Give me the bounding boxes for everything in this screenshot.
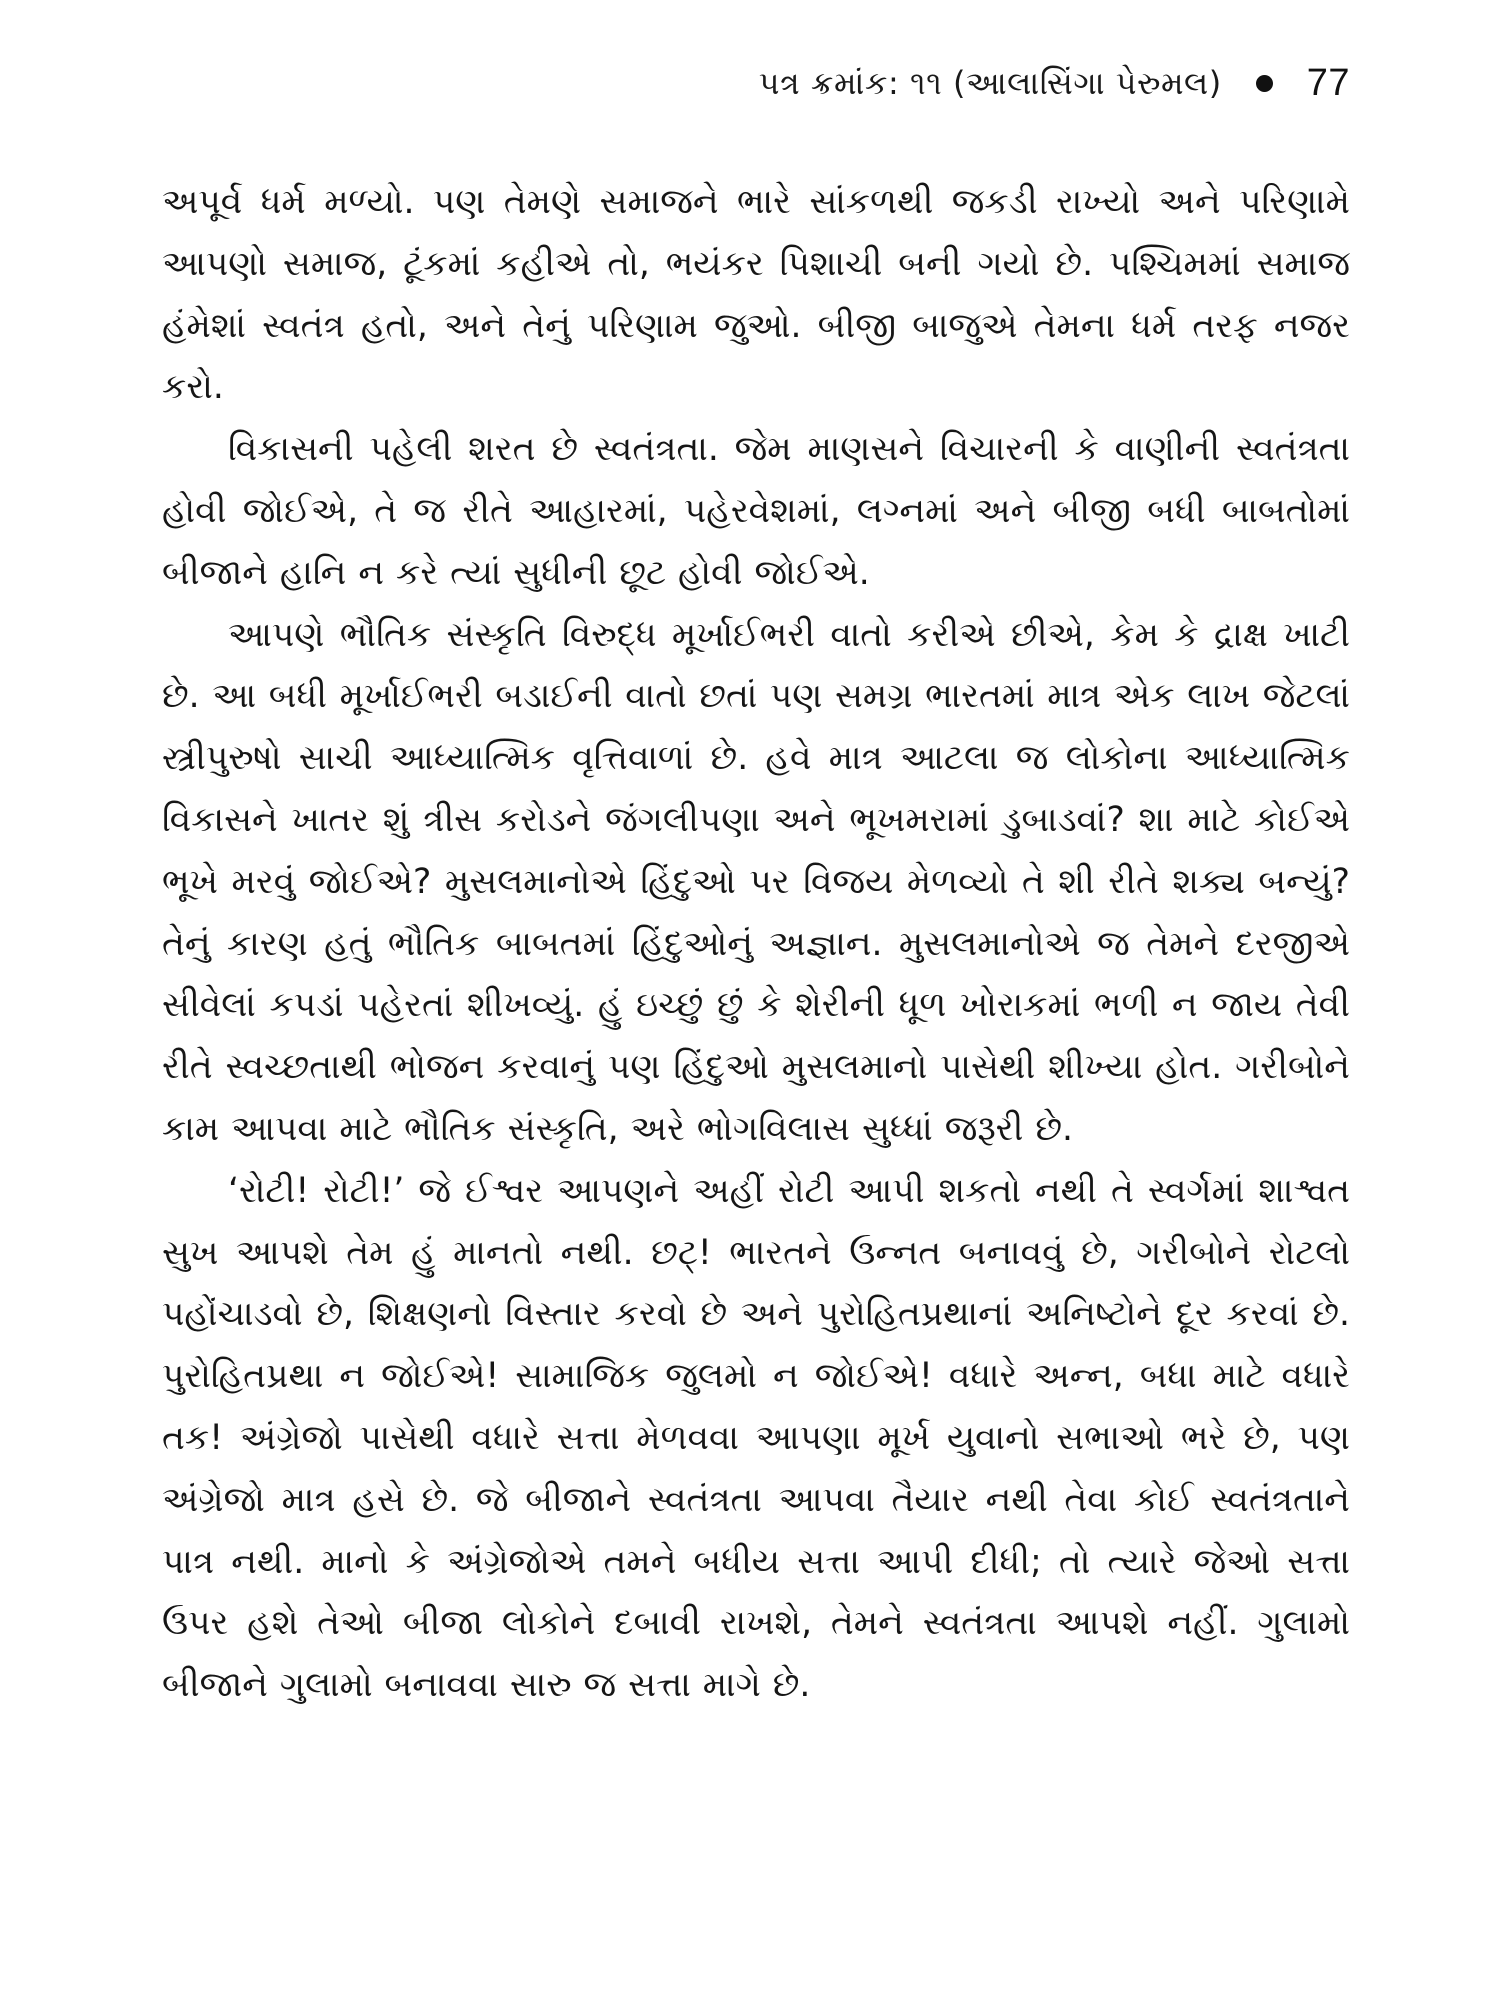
- paragraph-1: અપૂર્વ ધર્મ મળ્યો. પણ તેમણે સમાજને ભારે સાંકળથી જકડી રાખ્યો અને પરિણામે આપણો સમાજ, ટૂંકમાં કહીએ તો, ભયંકર પિશાચી બની ગયો છે. પશ્ચિમમાં સમાજ હંમેશાં સ્વતંત્ર હતો, અને તેનું પરિણામ જુઓ. બીજી બાજુએ તેમના ધર્મ તરફ નજર કરો.: [162, 182, 1350, 408]
- bullet-dot-icon: [1256, 75, 1273, 92]
- running-title: પત્ર ક્રમાંક: ૧૧ (આલાસિંગા પેરુમલ): [758, 64, 1222, 102]
- body-text: [162, 172, 1350, 1717]
- paragraph-2: વિકાસની પહેલી શરત છે સ્વતંત્રતા. જેમ માણસને વિચારની કે વાણીની સ્વતંત્રતા હોવી જોઈએ, તે જ રીતે આહારમાં, પહેરવેશમાં, લગ્નમાં અને બીજી બધી બાબતોમાં બીજાને હાનિ ન કરે ત્યાં સુધીની છૂટ હોવી જોઈએ.: [162, 429, 1350, 593]
- page-number: 77: [1306, 62, 1350, 104]
- running-header: [759, 62, 1350, 105]
- paragraph-3: આપણે ભૌતિક સંસ્કૃતિ વિરુદ્ધ મૂર્ખાઈભરી વાતો કરીએ છીએ, કેમ કે દ્રાક્ષ ખાટી છે. આ બધી મૂર્ખાઈભરી બડાઈની વાતો છતાં પણ સમગ્ર ભારતમાં માત્ર એક લાખ જેટલાં સ્ત્રીપુરુષો સાચી આધ્યાત્મિક વૃત્તિવાળાં છે. હવે માત્ર આટલા જ લોકોના આધ્યાત્મિક વિકાસને ખાતર શું ત્રીસ કરોડને જંગલીપણા અને ભૂખમરામાં ડુબાડવાં? શા માટે કોઈએ ભૂખે મરવું જોઈએ? મુસલમાનોએ હિંદુઓ પર વિજય મેળવ્યો તે શી રીતે શક્ય બન્યું? તેનું કારણ હતું ભૌતિક બાબતમાં હિંદુઓનું અજ્ઞાન. મુસલમાનોએ જ તેમને દરજીએ સીવેલાં કપડાં પહેરતાં શીખવ્યું. હું ઇચ્છું છું કે શેરીની ધૂળ ખોરાકમાં ભળી ન જાય તેવી રીતે સ્વચ્છતાથી ભોજન કરવાનું પણ હિંદુઓ મુસલમાનો પાસેથી શીખ્યા હોત. ગરીબોને કામ આપવા માટે ભૌતિક સંસ્કૃતિ, અરે ભોગવિલાસ સુધ્ધાં જરૂરી છે.: [162, 614, 1350, 1149]
- paragraph-4: ‘રોટી! રોટી!’ જે ઈશ્વર આપણને અહીં રોટી આપી શકતો નથી તે સ્વર્ગમાં શાશ્વત સુખ આપશે તેમ હું માનતો નથી. છટ્! ભારતને ઉન્નત બનાવવું છે, ગરીબોને રોટલો પહોંચાડવો છે, શિક્ષણનો વિસ્તાર કરવો છે અને પુરોહિતપ્રથાનાં અનિષ્ટોને દૂર કરવાં છે. પુરોહિતપ્રથા ન જોઈએ! સામાજિક જુલમો ન જોઈએ! વધારે અન્ન, બધા માટે વધારે તક! અંગ્રેજો પાસેથી વધારે સત્તા મેળવવા આપણા મૂર્ખ યુવાનો સભાઓ ભરે છે, પણ અંગ્રેજો માત્ર હસે છે. જે બીજાને સ્વતંત્રતા આપવા તૈયાર નથી તેવા કોઈ સ્વતંત્રતાને પાત્ર નથી. માનો કે અંગ્રેજોએ તમને બધીય સત્તા આપી દીધી; તો ત્યારે જેઓ સત્તા ઉપર હશે તેઓ બીજા લોકોને દબાવી રાખશે, તેમને સ્વતંત્રતા આપશે નહીં. ગુલામો બીજાને ગુલામો બનાવવા સારુ જ સત્તા માગે છે.: [162, 1170, 1350, 1706]
